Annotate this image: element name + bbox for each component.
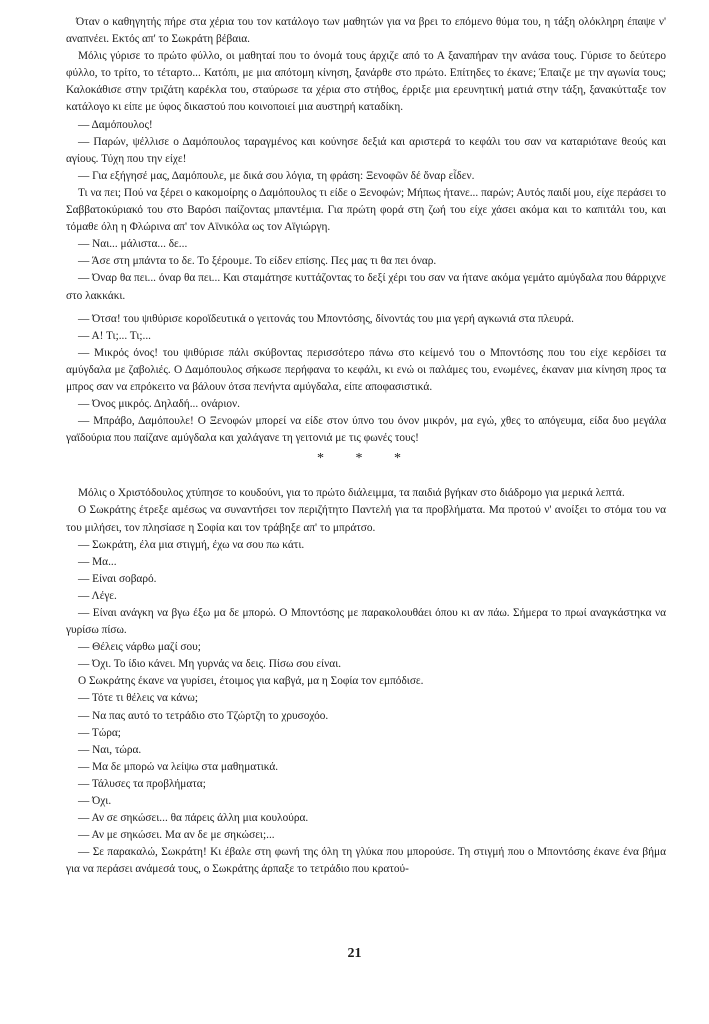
section-c [66,485,666,878]
paragraph: — Όχι. Το ίδιο κάνει. Μη γυρνάς να δεις. Πίσω σου είναι. [78,658,342,671]
paragraph: — Για εξήγησέ μας, Δαμόπουλε, με δικά σου λόγια, τη φράση: Ξενοφῶν δέ ὄναρ εἶδεν. [78,169,475,182]
paragraph: — Α! Τι;... Τι;... [78,329,151,342]
paragraph: — Τώρα; [78,726,121,739]
paragraph: — Μα δε μπορώ να λείψω στα μαθηματικά. [78,760,279,773]
paragraph: Όταν ο καθηγητής πήρε στα χέρια του τον κατάλογο των μαθητών για να βρει το επόμενο θύμα του, η τάξη ολόκληρη έπαψε ν' αναπνέει. Εκτός απ' το Σωκράτη βέβαια. [66,16,666,46]
paragraph: — Σε παρακαλώ, Σωκράτη! Κι έβαλε στη φωνή της όλη τη γλύκα που μπορούσε. Τη στιγμή που ο Μποντόσης έκανε ένα βήμα για να περάσει ανάμεσά τους, ο Σωκράτης άρπαξε το τετράδιο που κρατού- [66,846,666,876]
paragraph: — Άσε στη μπάντα το δε. Το ξέρουμε. Το είδεν επίσης. Πες μας τι θα πει όναρ. [78,255,437,268]
paragraph: — Ότσα! του ψιθύρισε κοροϊδευτικά ο γειτονάς του Μποντόσης, δίνοντάς του μια γερή αγκωνιά στα πλευρά. [78,312,574,325]
paragraph: — Δαμόπουλος! [78,118,153,131]
paragraph: — Είναι ανάγκη να βγω έξω μα δε μπορώ. Ο Μποντόσης με παρακολουθάει όπου κι αν πάω. Σήμερα το πρωί αναγκάστηκα να γυρίσω πίσω. [66,607,666,637]
paragraph: Ο Σωκράτης έκανε να γυρίσει, έτοιμος για καβγά, μα η Σοφία τον εμπόδισε. [78,675,424,688]
paragraph: — Τάλυσες τα προβλήματα; [78,777,206,790]
page-number: 21 [347,946,362,961]
section-b [66,311,666,448]
section-divider: * * * [317,451,415,467]
paragraph: — Σωκράτη, έλα μια στιγμή, έχω να σου πω κάτι. [78,538,305,551]
paragraph: — Όνος μικρός. Δηλαδή... ονάριον. [78,398,240,411]
paragraph: — Θέλεις νάρθω μαζί σου; [78,641,201,654]
page-body [66,14,666,879]
section-a [66,14,666,305]
paragraph: — Ναι, τώρα. [78,743,142,756]
paragraph: Ο Σωκράτης έτρεξε αμέσως να συναντήσει τον περιζήτητο Παντελή για τα προβλήματα. Μα προτού ν' ανοίξει το στόμα του να του μιλήσει, τον πλησίασε η Σοφία και τον τράβηξε απ' το μπράτσο. [66,504,666,534]
paragraph: — Αν με σηκώσει. Μα αν δε με σηκώσει;... [78,829,275,842]
paragraph: — Όχι. [78,795,112,808]
paragraph: — Λέγε. [78,589,117,602]
paragraph: — Όναρ θα πει... όναρ θα πει... Και σταμάτησε κυττάζοντας το δεξί χέρι του σαν να ήτανε ακόμα γεμάτο αμύγδαλα που θάρριχνε στο λακκάκι. [66,272,666,302]
paragraph: Μόλις ο Χριστόδουλος χτύπησε το κουδούνι, για το πρώτο διάλειμμα, τα παιδιά βγήκαν στο διάδρομο για μερικά λεπτά. [78,487,625,500]
paragraph: — Μικρός όνος! του ψιθύρισε πάλι σκύβοντας περισσότερο πάνω στο κείμενό του ο Μποντόσης που του είχε κερδίσει τα αμύγδαλα με ζαβολιές. Ο Δαμόπουλος σήκωσε περήφανα το κεφάλι, κι ενώ οι παλάμες του, ενωμένες, έκαναν μια κίνηση προς τα μπρος σαν να επρόκειτο να βάλουν ότσα πενήντα αμύγδαλα, είπε αποφασιστικά. [66,346,666,393]
paragraph: — Ναι... μάλιστα... δε... [78,238,188,251]
paragraph: Τι να πει; Πού να ξέρει ο κακομοίρης ο Δαμόπουλος τι είδε ο Ξενοφών; Μήπως ήτανε... παρών; Αυτός παιδί μου, είχε περάσει το Σαββατοκύριακό του στο Βαρόσι παίζοντας μπαντέμια. Για πρώτη φορά στη ζωή του είχε χάσει ακόμα και το καπιτάλι του, και τόμαθε όλη η Φλώρινα απ' τον Αϊνικόλα ως τον Αϊγιώργη. [66,186,666,234]
paragraph: — Μα... [78,555,117,568]
paragraph: — Αν σε σηκώσει... θα πάρεις άλλη μια κουλούρα. [78,812,309,825]
paragraph: — Είναι σοβαρό. [78,572,157,585]
paragraph: — Μπράβο, Δαμόπουλε! Ο Ξενοφών μπορεί να είδε στον ύπνο του όνον μικρόν, μα εγώ, χθες το απόγευμα, είδα δυο μεγάλα γαϊδούρια που παίζανε αμύγδαλα και χαλάγανε τη γειτονιά με τις φωνές τους! [66,415,666,445]
paragraph: Μόλις γύρισε το πρώτο φύλλο, οι μαθηταί που το όνομά τους άρχιζε από το Α ξαναπήραν την ανάσα τους. Γύρισε το δεύτερο φύλλο, το τρίτο, το τέταρτο... Κατόπι, με μια απότομη κίνηση, ξανάρθε στο πρώτο. Επίτηδες το έκανε; Έπαιζε με την αγωνία τους; Καλοκάθισε στην τριζάτη καρέκλα του, σταύρωσε τα χέρια στο στήθος, έρριξε μια ερευνητική ματιά στην τάξη, ξανακύτταξε τον κατάλογο κι είπε με ύφος δικαστού που κοινοποιεί μια αυστηρή καταδίκη. [66,50,666,114]
paragraph: — Παρών, ψέλλισε ο Δαμόπουλος ταραγμένος και κούνησε δεξιά και αριστερά το κεφάλι του σαν να καταριότανε θεούς και αγίους. Τύχη που την είχε! [66,135,666,165]
paragraph: — Τότε τι θέλεις να κάνω; [78,692,198,705]
paragraph: — Να πας αυτό το τετράδιο στο Τζώρτζη το χρυσοχόο. [78,709,329,722]
